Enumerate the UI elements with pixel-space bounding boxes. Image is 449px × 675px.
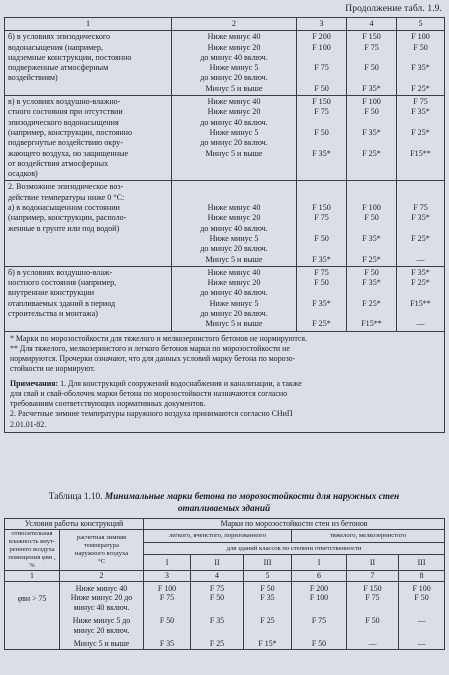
mark-value: F 15* xyxy=(258,638,277,648)
mark-value xyxy=(347,244,396,254)
temperature-cell: Ниже минус 40 Ниже минус 20 до минус 40 включ. Ниже минус 5 до минус 20 включ. Минус 5 и выше xyxy=(60,581,144,650)
mark-value xyxy=(297,53,346,63)
mark-cell xyxy=(347,31,397,96)
temperature-line: Минус 5 и выше xyxy=(205,319,263,329)
condition-cell xyxy=(5,181,172,266)
condition-line: осадков) xyxy=(8,169,38,179)
temperature-line: Ниже минус 20 xyxy=(207,107,261,117)
column-number: 3 xyxy=(297,18,347,31)
temperature-cell xyxy=(172,96,297,181)
mark-value: F 35* xyxy=(362,278,381,288)
mark-value: F 100 xyxy=(412,583,431,593)
mark-value: F 75 xyxy=(314,267,329,277)
notes-row xyxy=(5,331,445,432)
mark-cell xyxy=(297,266,347,331)
table-title-line: отапливаемых зданий xyxy=(177,504,271,514)
condition-line: (например, конструкции, постоянно xyxy=(8,127,133,137)
condition-line: ностного состояния (например, xyxy=(8,278,117,288)
mark-cell xyxy=(292,581,347,650)
mark-value xyxy=(347,182,396,192)
header-row xyxy=(5,519,445,530)
mark-value: F 200 xyxy=(309,583,329,593)
table-number: Таблица 1.10. xyxy=(48,492,103,502)
mark-value: F 100 xyxy=(312,42,331,52)
mark-value: F 50 xyxy=(314,233,329,243)
mark-value: F15** xyxy=(410,298,431,308)
mark-cell xyxy=(397,266,445,331)
column-number: 5 xyxy=(244,570,292,581)
temperature-cell xyxy=(172,31,297,96)
mark-value: F 75 xyxy=(311,615,327,625)
class-numeral: III xyxy=(244,555,292,570)
condition-line: стного состояния при отсутствии xyxy=(8,107,123,117)
class-numeral: I xyxy=(144,555,191,570)
column-number: 6 xyxy=(292,570,347,581)
mark-value xyxy=(397,288,444,298)
column-number: 1 xyxy=(5,570,60,581)
mark-value: F 50 xyxy=(364,107,379,117)
mark-value xyxy=(297,309,346,319)
note-1 xyxy=(10,379,439,410)
temperature-line: Минус 5 и выше xyxy=(205,148,263,158)
mark-value xyxy=(397,73,444,83)
mark-value: F 25 xyxy=(260,615,275,625)
mark-value: F 150 xyxy=(362,32,381,42)
mark-value: F 35* xyxy=(312,254,331,264)
notes-label: Примечания: xyxy=(10,378,59,388)
condition-line: б) в условиях воздушно-влаж- xyxy=(8,267,113,277)
table-row xyxy=(5,266,445,331)
mark-value: — xyxy=(417,615,426,625)
condition-cell xyxy=(5,31,172,96)
temperature-line: до минус 40 включ. xyxy=(200,288,268,298)
conditions-header: Условия работы конструкций xyxy=(5,519,144,530)
temperature-line: до минус 20 включ. xyxy=(200,138,268,148)
mark-value xyxy=(347,53,396,63)
temperature-line: до минус 20 включ. xyxy=(200,73,268,83)
note-2-line: 2. Расчетные зимние температуры наружного воздуха принимаются согласно СНиП xyxy=(10,409,293,419)
mark-value: F 35* xyxy=(312,148,331,158)
mark-value: F 35* xyxy=(411,267,430,277)
mark-value: F 25* xyxy=(411,83,430,93)
light-concrete-header: легкого, ячеистого, поризованного xyxy=(144,529,292,542)
mark-value: F 50 xyxy=(314,83,329,93)
humidity-header: относительная влажность внут- реннего воздуха помещения φвн , % xyxy=(5,529,60,570)
note-1-line: 1. Для конструкций сооружений водоснабжения и канализации, а также xyxy=(58,378,302,388)
condition-line: эпизодического водонасыщения xyxy=(8,117,119,127)
mark-value: F 35* xyxy=(362,233,381,243)
mark-value: F 50 xyxy=(314,127,329,137)
mark-value: F 100 xyxy=(362,203,381,213)
condition-line: водонасыщения (например, xyxy=(8,42,103,52)
temperature-line: Ниже минус 5 xyxy=(209,63,259,73)
mark-value: F 75 xyxy=(413,97,428,107)
class-numeral: II xyxy=(191,555,244,570)
mark-value: F 50 xyxy=(314,278,329,288)
mark-value: F 35* xyxy=(411,63,430,73)
mark-value xyxy=(297,224,346,234)
temperature-cell xyxy=(172,181,297,266)
mark-value xyxy=(397,244,444,254)
mark-value: — xyxy=(416,254,425,264)
mark-value xyxy=(397,118,444,128)
mark-value: F 100 xyxy=(157,583,177,593)
temperature-line: до минус 40 включ. xyxy=(200,223,268,233)
mark-value xyxy=(297,118,346,128)
mark-value xyxy=(347,138,396,148)
mark-value: F 35 xyxy=(159,638,175,648)
mark-value: F 35* xyxy=(411,107,430,117)
mark-value: F 200 xyxy=(312,32,331,42)
mark-value: F 50 xyxy=(209,593,225,603)
mark-cell xyxy=(191,581,244,650)
table-1-9 xyxy=(4,17,445,433)
mark-cell xyxy=(244,581,292,650)
condition-line: внутренние конструкции xyxy=(8,288,95,298)
mark-value: F 150 xyxy=(363,583,382,593)
condition-line: отапливаемых зданий в период xyxy=(8,298,116,308)
footnote-2-line: нормируются. Прочерки означают, что для данных условий марку бетона по морозо- xyxy=(10,353,296,363)
header-row xyxy=(5,529,445,542)
mark-value: F 25* xyxy=(362,298,381,308)
mark-value: F 25* xyxy=(411,278,430,288)
table-row xyxy=(5,96,445,181)
footnote-1: * Марки по морозостойкости для тяжелого и мелкозернистого бетонов не нормируются. xyxy=(10,333,308,343)
mark-value xyxy=(397,193,444,203)
column-number: 5 xyxy=(397,18,445,31)
mark-value xyxy=(397,53,444,63)
continuation-title: Продолжение табл. 1.9. xyxy=(345,4,442,14)
mark-cell xyxy=(347,96,397,181)
notes-cell xyxy=(5,331,445,432)
mark-value: F 75 xyxy=(314,213,329,223)
mark-value xyxy=(347,224,396,234)
mark-value: F 75 xyxy=(209,583,225,593)
mark-cell xyxy=(297,96,347,181)
mark-value xyxy=(347,288,396,298)
temperature-line xyxy=(172,193,296,203)
condition-cell xyxy=(5,96,172,181)
condition-line: б) в условиях эпизодического xyxy=(8,32,111,42)
temperature-line: Ниже минус 40 xyxy=(207,267,261,277)
temperature-line: Ниже минус 20 xyxy=(207,278,261,288)
column-number-row xyxy=(5,570,445,581)
condition-cell xyxy=(5,266,172,331)
mark-value: F 50 xyxy=(365,615,380,625)
mark-value: F15** xyxy=(410,148,431,158)
temperature-line: Ниже минус 40 xyxy=(207,97,261,107)
class-numeral: III xyxy=(399,555,445,570)
footnote-2 xyxy=(10,344,439,375)
mark-value: F 100 xyxy=(411,32,430,42)
temperature-line: Ниже минус 5 xyxy=(209,298,259,308)
mark-value xyxy=(297,73,346,83)
mark-value: F 100 xyxy=(309,593,329,603)
condition-line: 2. Возможное эпизодическое воз- xyxy=(8,182,124,192)
footnote-2-line: ** Для тяжелого, мелкозернистого и легкого бетонов марки по морозостойкости не xyxy=(10,343,290,353)
mark-cell xyxy=(347,266,397,331)
mark-value xyxy=(347,309,396,319)
mark-cell xyxy=(397,31,445,96)
note-1-line: для свай и свай-оболочек марки бетона по морозостойкости назначаются согласно xyxy=(10,388,288,398)
class-numeral: I xyxy=(292,555,347,570)
temperature-line xyxy=(172,182,296,192)
note-1-line: требованиям соответствующих нормативных документов. xyxy=(10,399,206,409)
mark-value: F 75 xyxy=(159,593,175,603)
mark-value: F 100 xyxy=(362,97,381,107)
footnote-2-line: стойкости не нормируют. xyxy=(10,364,96,374)
mark-value: — xyxy=(368,638,377,648)
marks-header: Марки по морозостойкости стен из бетонов xyxy=(144,519,445,530)
mark-value: F 50 xyxy=(364,213,379,223)
condition-line: подверженные атмосферным xyxy=(8,63,109,73)
temperature-line: Ниже минус 5 xyxy=(209,233,259,243)
table-row xyxy=(5,31,445,96)
temperature-line: Ниже минус 20 xyxy=(207,213,261,223)
mark-value xyxy=(397,224,444,234)
note-2-line: 2.01.01-82. xyxy=(10,419,47,429)
note-2 xyxy=(10,409,439,430)
mark-value: F 75 xyxy=(413,203,428,213)
mark-cell xyxy=(397,181,445,266)
mark-value xyxy=(297,138,346,148)
mark-value xyxy=(397,182,444,192)
mark-cell xyxy=(297,31,347,96)
column-number: 2 xyxy=(60,570,144,581)
column-number: 4 xyxy=(191,570,244,581)
temperature-line: до минус 20 включ. xyxy=(200,244,268,254)
mark-cell xyxy=(397,96,445,181)
mark-value: F 150 xyxy=(312,97,331,107)
mark-value: F15** xyxy=(361,319,382,329)
mark-value xyxy=(397,138,444,148)
mark-value: F 75 xyxy=(314,63,329,73)
mark-cell xyxy=(297,181,347,266)
mark-value: F 35* xyxy=(312,298,331,308)
condition-line: строительства и монтажа) xyxy=(8,309,98,319)
temperature-cell xyxy=(172,266,297,331)
column-number: 1 xyxy=(5,18,172,31)
condition-line: женные в грунте или под водой) xyxy=(8,223,120,233)
mark-value: F 75 xyxy=(314,107,329,117)
mark-value xyxy=(397,309,444,319)
mark-value xyxy=(347,193,396,203)
column-number-row xyxy=(5,18,445,31)
mark-value: F 150 xyxy=(312,203,331,213)
mark-value: F 50 xyxy=(413,42,428,52)
mark-value: F 50 xyxy=(159,615,175,625)
mark-value xyxy=(347,73,396,83)
temperature-line: до минус 40 включ. xyxy=(200,117,268,127)
mark-value: F 25 xyxy=(209,638,225,648)
mark-value: F 25* xyxy=(312,319,331,329)
data-row xyxy=(5,581,445,650)
mark-cell xyxy=(347,181,397,266)
mark-value: F 35* xyxy=(362,83,381,93)
mark-value: F 35 xyxy=(260,593,275,603)
column-number: 7 xyxy=(347,570,399,581)
column-number: 2 xyxy=(172,18,297,31)
condition-line: жающего воздуха, но защищенные xyxy=(8,148,129,158)
temperature-line: до минус 20 включ. xyxy=(200,309,268,319)
table-1-10 xyxy=(4,518,445,650)
table-title-line: Минимальные марки бетона по морозостойкости для наружных стен xyxy=(102,492,400,502)
condition-line: надземные конструкции, постоянно xyxy=(8,52,132,62)
column-number: 3 xyxy=(144,570,191,581)
mark-value: F 25* xyxy=(362,148,381,158)
mark-value xyxy=(297,193,346,203)
mark-value: F 50 xyxy=(260,583,275,593)
mark-value: F 50 xyxy=(311,638,327,648)
mark-value: F 35 xyxy=(209,615,225,625)
temperature-line: до минус 40 включ. xyxy=(200,52,268,62)
mark-value: F 50 xyxy=(364,267,379,277)
temperature-header: расчетная зимняя температура наружного воздуха °С xyxy=(60,529,144,570)
temperature-line: Минус 5 и выше xyxy=(205,254,263,264)
condition-line: от воздействия атмосферных xyxy=(8,158,109,168)
condition-line: (например, конструкции, располо- xyxy=(8,213,127,223)
mark-value: F 50 xyxy=(364,63,379,73)
temperature-line: Ниже минус 40 xyxy=(207,32,261,42)
mark-value: F 75 xyxy=(365,593,380,603)
column-number: 8 xyxy=(399,570,445,581)
mark-value xyxy=(297,244,346,254)
temperature-line: Ниже минус 5 xyxy=(209,127,259,137)
mark-cell xyxy=(399,581,445,650)
table-row xyxy=(5,181,445,266)
mark-value: F 35* xyxy=(411,213,430,223)
condition-line: подвергнутые воздействию окру- xyxy=(8,138,123,148)
mark-value: F 75 xyxy=(364,42,379,52)
condition-line: воздействиям) xyxy=(8,73,58,83)
mark-value: — xyxy=(416,319,425,329)
mark-value: F 50 xyxy=(414,593,429,603)
mark-value: F 25* xyxy=(362,254,381,264)
heavy-concrete-header: тяжелого, мелкозернистого xyxy=(292,529,445,542)
mark-cell xyxy=(144,581,191,650)
mark-cell xyxy=(347,581,399,650)
condition-line: а) в водонасыщенном состоянии xyxy=(8,203,120,213)
mark-value xyxy=(347,118,396,128)
mark-value: — xyxy=(417,638,426,648)
mark-value: F 35* xyxy=(362,127,381,137)
humidity-cell: φвн > 75 xyxy=(5,581,60,650)
condition-line: в) в условиях воздушно-влажно- xyxy=(8,97,121,107)
temperature-line: Ниже минус 20 xyxy=(207,42,261,52)
mark-value xyxy=(297,288,346,298)
mark-value: F 25* xyxy=(411,127,430,137)
class-numeral: II xyxy=(347,555,399,570)
column-number: 4 xyxy=(347,18,397,31)
class-header: для зданий классов по степени ответственности xyxy=(144,542,445,555)
mark-value: F 25* xyxy=(411,233,430,243)
temperature-line: Ниже минус 40 xyxy=(207,203,261,213)
table-1-10-title xyxy=(4,491,444,515)
condition-line: действие температуры ниже 0 °С: xyxy=(8,192,125,202)
mark-value xyxy=(297,182,346,192)
temperature-line: Минус 5 и выше xyxy=(205,83,263,93)
